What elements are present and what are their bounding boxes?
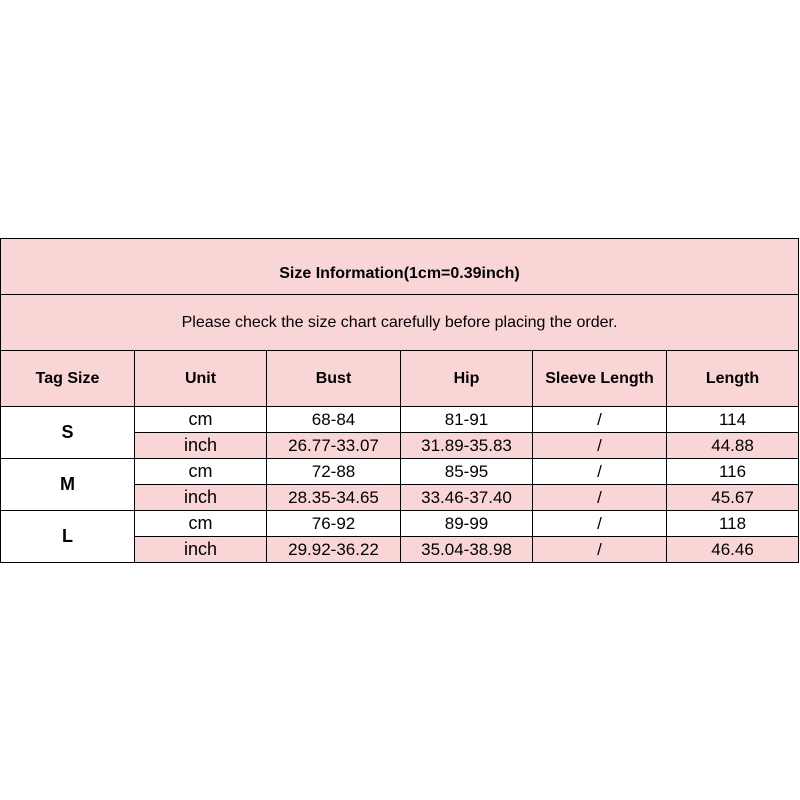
- size-label: M: [1, 459, 135, 511]
- title-row: [1, 239, 799, 295]
- hip-cell: 81-91: [401, 407, 533, 433]
- length-cell: 118: [667, 511, 799, 537]
- length-cell: 116: [667, 459, 799, 485]
- length-cell: 45.67: [667, 485, 799, 511]
- bust-cell: 29.92-36.22: [267, 537, 401, 563]
- sleeve-cell: /: [533, 407, 667, 433]
- unit-cell: cm: [135, 459, 267, 485]
- sleeve-cell: /: [533, 459, 667, 485]
- hip-cell: 31.89-35.83: [401, 433, 533, 459]
- header-length: Length: [667, 351, 799, 407]
- table-note: Please check the size chart carefully before placing the order.: [1, 295, 799, 351]
- bust-cell: 72-88: [267, 459, 401, 485]
- header-row: [1, 351, 799, 407]
- length-cell: 46.46: [667, 537, 799, 563]
- header-bust: Bust: [267, 351, 401, 407]
- size-chart-table: [0, 238, 799, 563]
- hip-cell: 35.04-38.98: [401, 537, 533, 563]
- header-sleeve-length: Sleeve Length: [533, 351, 667, 407]
- bust-cell: 26.77-33.07: [267, 433, 401, 459]
- table-title: Size Information(1cm=0.39inch): [1, 239, 799, 295]
- table-row: [1, 407, 799, 433]
- unit-cell: inch: [135, 537, 267, 563]
- size-label: L: [1, 511, 135, 563]
- sleeve-cell: /: [533, 485, 667, 511]
- unit-cell: cm: [135, 407, 267, 433]
- sleeve-cell: /: [533, 433, 667, 459]
- table-row: [1, 459, 799, 485]
- size-label: S: [1, 407, 135, 459]
- hip-cell: 85-95: [401, 459, 533, 485]
- unit-cell: inch: [135, 485, 267, 511]
- bust-cell: 28.35-34.65: [267, 485, 401, 511]
- sleeve-cell: /: [533, 537, 667, 563]
- header-hip: Hip: [401, 351, 533, 407]
- header-tag-size: Tag Size: [1, 351, 135, 407]
- note-row: [1, 295, 799, 351]
- unit-cell: inch: [135, 433, 267, 459]
- header-unit: Unit: [135, 351, 267, 407]
- bust-cell: 76-92: [267, 511, 401, 537]
- sleeve-cell: /: [533, 511, 667, 537]
- bust-cell: 68-84: [267, 407, 401, 433]
- unit-cell: cm: [135, 511, 267, 537]
- length-cell: 114: [667, 407, 799, 433]
- table-row: [1, 511, 799, 537]
- length-cell: 44.88: [667, 433, 799, 459]
- hip-cell: 89-99: [401, 511, 533, 537]
- hip-cell: 33.46-37.40: [401, 485, 533, 511]
